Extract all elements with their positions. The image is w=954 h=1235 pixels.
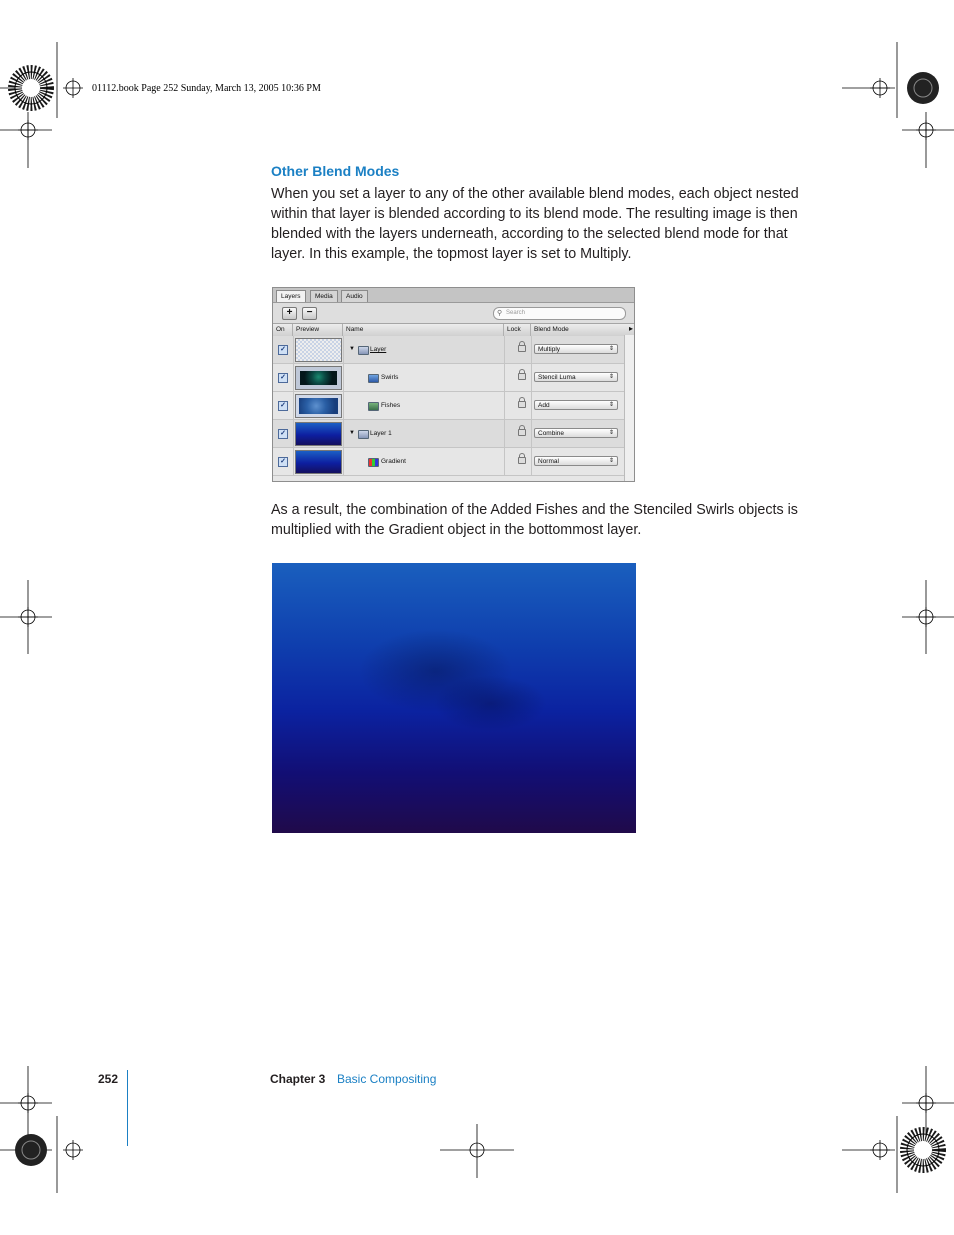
lock-icon[interactable]: [518, 457, 526, 464]
columns-menu-icon[interactable]: ▸: [628, 324, 633, 333]
panel-toolbar: [273, 303, 634, 323]
image-object-icon: [368, 374, 379, 383]
blend-mode-select[interactable]: [534, 400, 618, 410]
swirls-preview-thumbnail: [295, 366, 342, 390]
tab-media[interactable]: Media: [310, 290, 338, 302]
paragraph-intro: When you set a layer to any of the other available blend modes, each object nested within that layer is blended according to its blend mode. The resulting image is then blended with the layers underneath, according to the selected blend mode for that layer. In this example, the topmost layer is set to Multiply.: [271, 186, 799, 262]
search-icon: ⚲: [497, 310, 503, 317]
enable-checkbox[interactable]: ✓: [278, 429, 288, 439]
enable-checkbox[interactable]: ✓: [278, 373, 288, 383]
layer-name[interactable]: Layer: [370, 346, 387, 353]
footer-chapter: Chapter 3: [270, 1072, 326, 1086]
blend-mode-value: Combine: [538, 430, 565, 437]
blend-mode-select[interactable]: [534, 372, 618, 382]
updown-arrows-icon: ⇕: [608, 346, 614, 352]
tab-layers[interactable]: Layers: [276, 290, 306, 302]
column-on[interactable]: On: [273, 324, 293, 336]
blend-mode-value: Normal: [538, 458, 559, 465]
add-layer-button[interactable]: +: [282, 307, 297, 320]
layer-name[interactable]: Layer 1: [370, 430, 392, 437]
composite-result-image: [272, 563, 636, 833]
layers-panel: [272, 287, 635, 482]
paragraph-result: As a result, the combination of the Added Fishes and the Stenciled Swirls objects is multiplied with the Gradient object in the bottommost layer.: [271, 502, 798, 538]
object-row[interactable]: [273, 364, 626, 392]
remove-layer-button[interactable]: −: [302, 307, 317, 320]
enable-checkbox[interactable]: ✓: [278, 345, 288, 355]
footer-divider: [127, 1070, 128, 1146]
blend-mode-value: Multiply: [538, 346, 561, 353]
updown-arrows-icon: ⇕: [608, 374, 614, 380]
layer-preview-thumbnail: [295, 338, 342, 362]
image-object-icon: [368, 402, 379, 411]
layer-row[interactable]: [273, 336, 626, 364]
updown-arrows-icon: ⇕: [608, 458, 614, 464]
blend-mode-select[interactable]: [534, 456, 618, 466]
updown-arrows-icon: ⇕: [608, 430, 614, 436]
fishes-preview-thumbnail: [295, 394, 342, 418]
page-number: 252: [98, 1072, 119, 1086]
column-lock[interactable]: Lock: [504, 324, 531, 336]
column-header: [273, 323, 634, 337]
panel-scrollbar[interactable]: [624, 335, 634, 482]
updown-arrows-icon: ⇕: [608, 402, 614, 408]
object-name[interactable]: Swirls: [381, 374, 399, 381]
footer-chapter-title: Basic Compositing: [337, 1072, 437, 1086]
column-name[interactable]: Name: [343, 324, 504, 336]
lock-icon[interactable]: [518, 373, 526, 380]
gradient-object-icon: [368, 458, 379, 467]
column-blend-mode[interactable]: Blend Mode: [534, 326, 569, 333]
lock-icon[interactable]: [518, 429, 526, 436]
disclosure-triangle-icon[interactable]: ▼: [349, 346, 355, 352]
blend-mode-value: Stencil Luma: [538, 374, 576, 381]
object-row[interactable]: [273, 448, 626, 476]
search-placeholder: Search: [506, 310, 526, 316]
object-name[interactable]: Fishes: [381, 402, 401, 409]
print-header: 01112.book Page 252 Sunday, March 13, 2005 10:36 PM: [92, 83, 321, 94]
gradient-preview-thumbnail: [295, 450, 342, 474]
blend-mode-select[interactable]: [534, 344, 618, 354]
disclosure-triangle-icon[interactable]: ▼: [349, 430, 355, 436]
object-name[interactable]: Gradient: [381, 458, 406, 465]
enable-checkbox[interactable]: ✓: [278, 457, 288, 467]
layer-stack-icon: [358, 346, 369, 355]
enable-checkbox[interactable]: ✓: [278, 401, 288, 411]
tab-audio[interactable]: Audio: [341, 290, 368, 302]
section-heading: Other Blend Modes: [271, 163, 400, 179]
panel-tabs: [273, 288, 634, 303]
layer-row[interactable]: [273, 420, 626, 448]
layer-stack-icon: [358, 430, 369, 439]
layer-preview-thumbnail: [295, 422, 342, 446]
blend-mode-select[interactable]: [534, 428, 618, 438]
lock-icon[interactable]: [518, 401, 526, 408]
lock-icon[interactable]: [518, 345, 526, 352]
blend-mode-value: Add: [538, 402, 550, 409]
search-input[interactable]: [493, 307, 626, 320]
column-preview[interactable]: Preview: [293, 324, 343, 336]
object-row[interactable]: [273, 392, 626, 420]
